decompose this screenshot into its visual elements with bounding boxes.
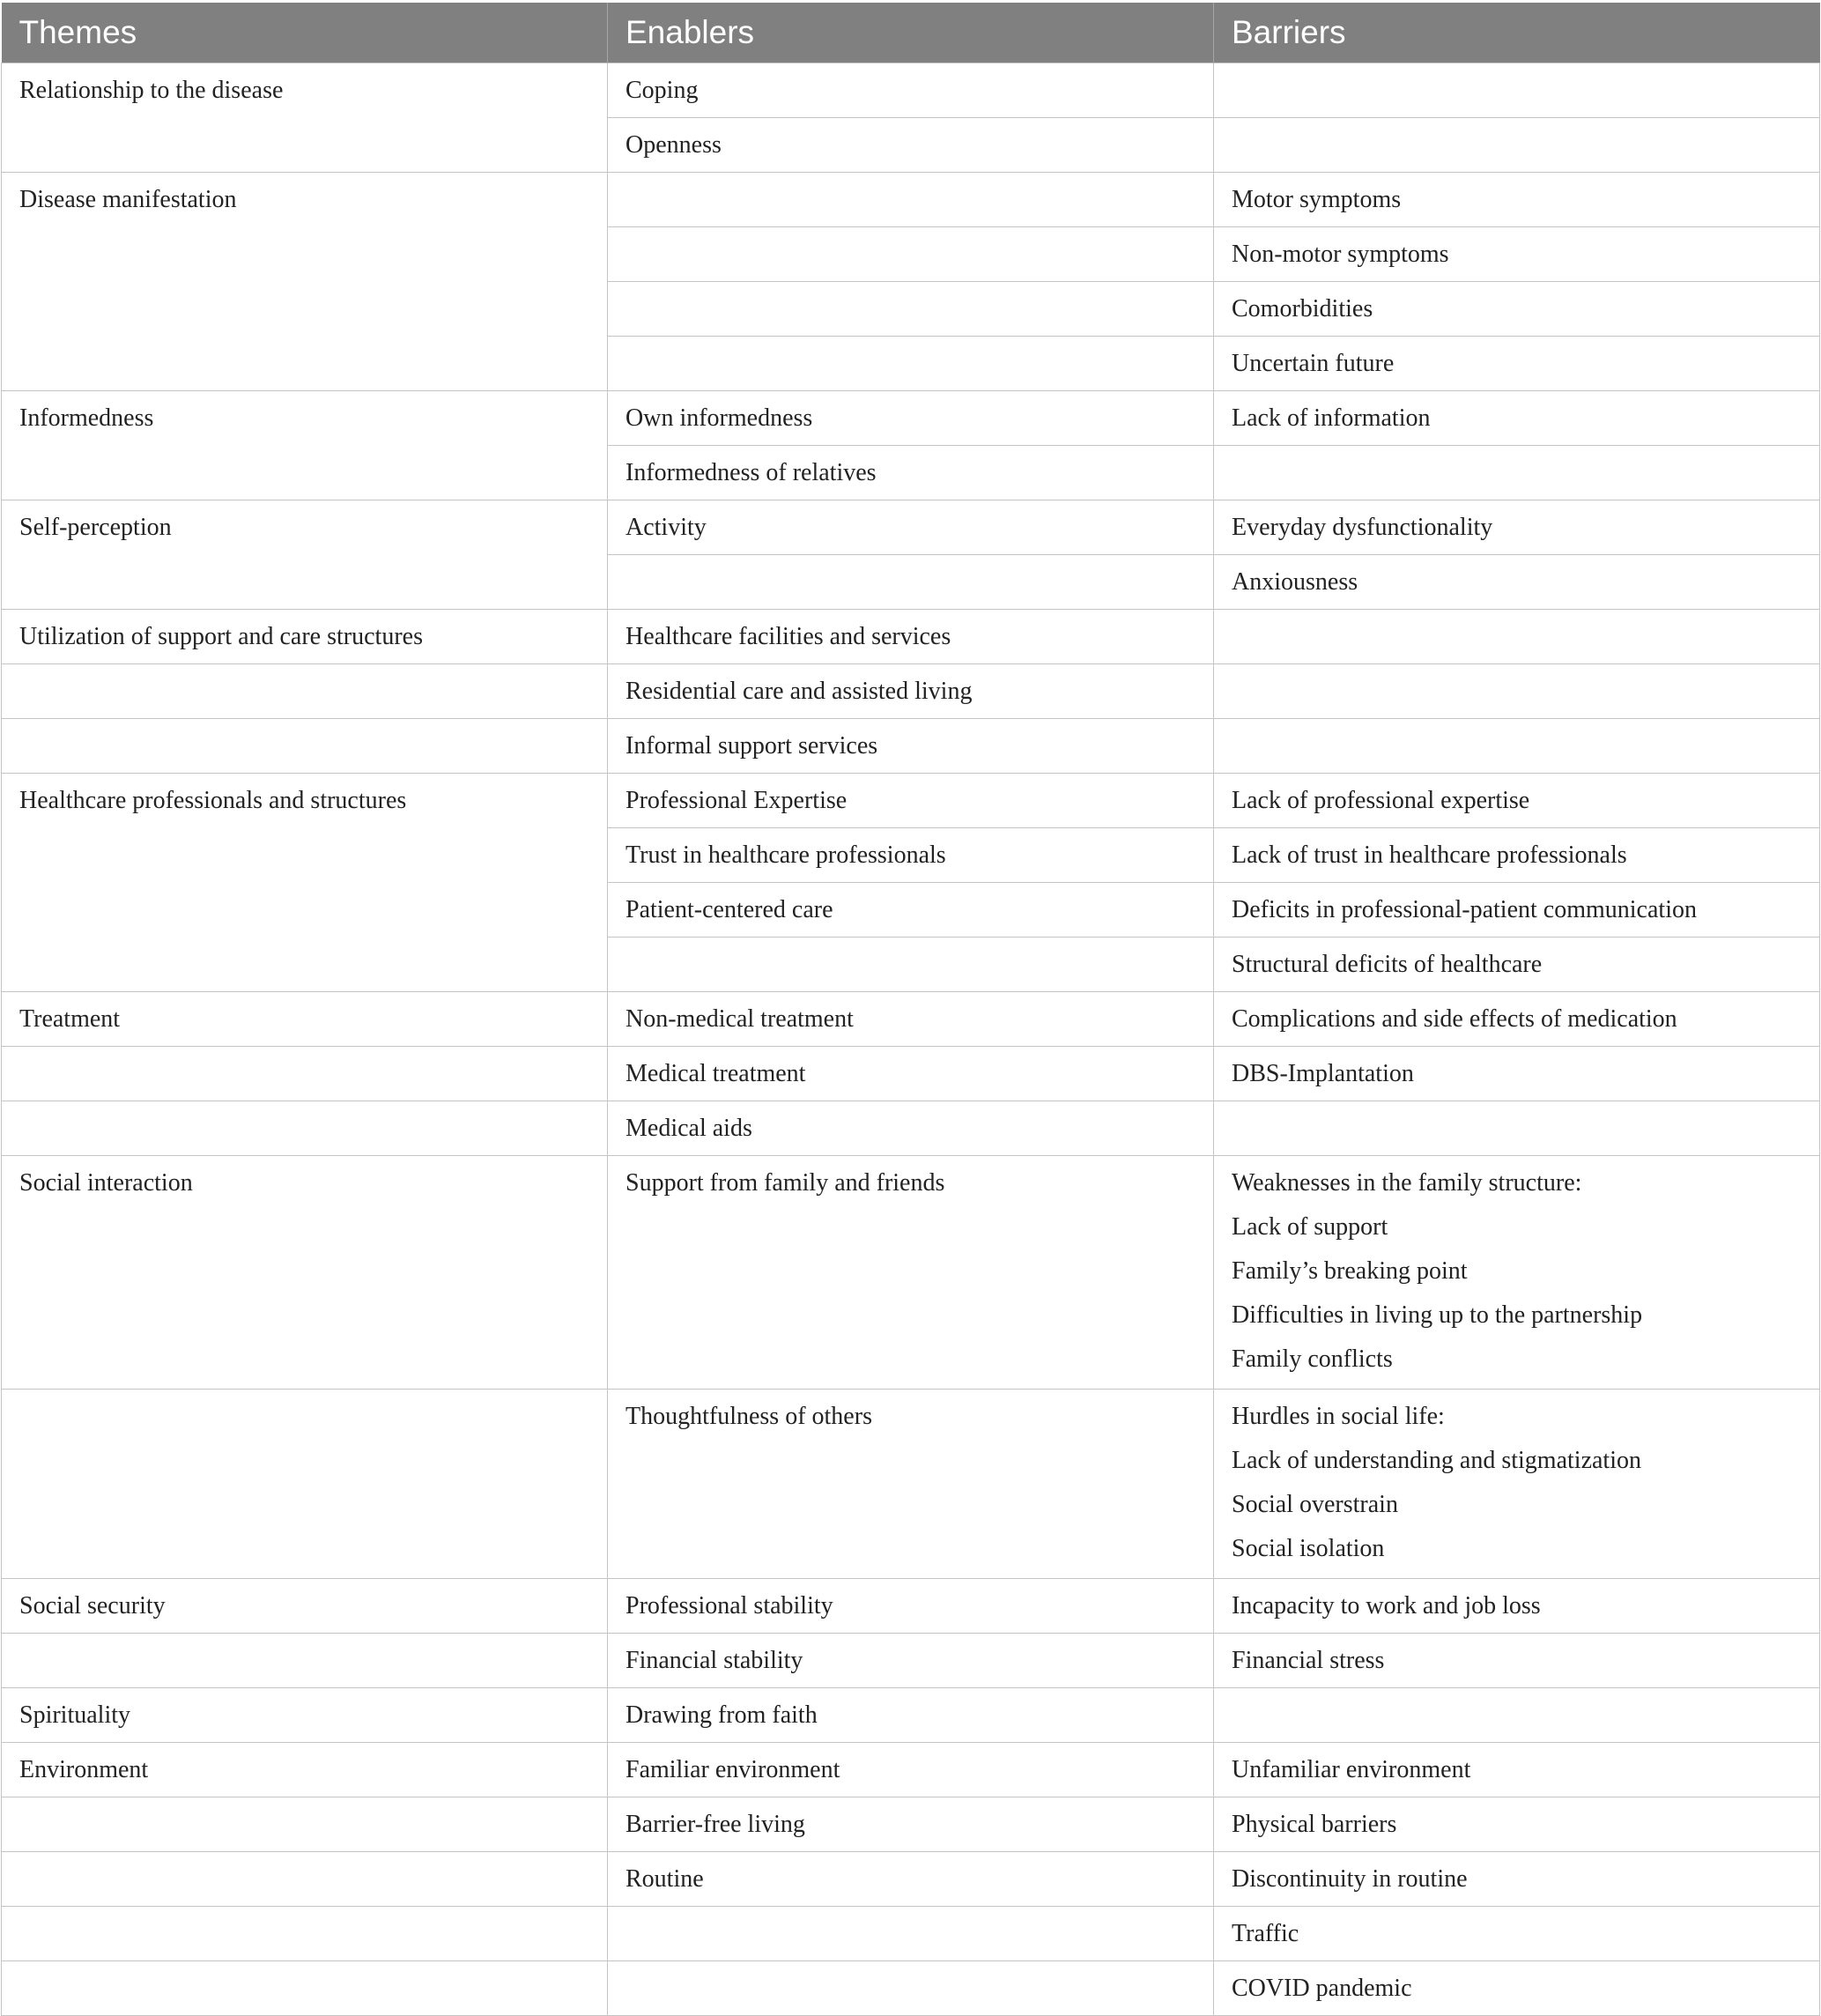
enabler-cell: Own informedness xyxy=(608,391,1214,446)
barrier-cell xyxy=(1214,1390,1820,1579)
barrier-cell: Non-motor symptoms xyxy=(1214,227,1820,282)
theme-cell xyxy=(2,1797,608,1852)
header-enablers: Enablers xyxy=(608,3,1214,63)
table-row xyxy=(2,719,1820,774)
barrier-cell xyxy=(1214,1156,1820,1390)
table-row xyxy=(2,1961,1820,2016)
enabler-cell: Medical aids xyxy=(608,1101,1214,1156)
theme-cell xyxy=(2,719,608,774)
theme-cell: Treatment xyxy=(2,992,608,1047)
enabler-cell xyxy=(608,555,1214,610)
barrier-cell: Unfamiliar environment xyxy=(1214,1743,1820,1797)
barrier-cell: Anxiousness xyxy=(1214,555,1820,610)
table-row xyxy=(2,1797,1820,1852)
barrier-cell: Physical barriers xyxy=(1214,1797,1820,1852)
barrier-cell xyxy=(1214,664,1820,719)
barrier-cell: Traffic xyxy=(1214,1907,1820,1961)
enabler-cell xyxy=(608,938,1214,992)
enabler-cell xyxy=(608,173,1214,227)
enabler-cell: Routine xyxy=(608,1852,1214,1907)
barrier-cell: Deficits in professional-patient communication xyxy=(1214,883,1820,938)
table-row xyxy=(2,1047,1820,1101)
table-row xyxy=(2,1101,1820,1156)
barrier-line: Difficulties in living up to the partnership xyxy=(1232,1301,1643,1329)
barrier-cell xyxy=(1214,719,1820,774)
table-row xyxy=(2,1390,1820,1579)
table-row xyxy=(2,664,1820,719)
table-row xyxy=(2,610,1820,664)
barrier-cell xyxy=(1214,1688,1820,1743)
table-header-row xyxy=(2,3,1820,63)
enabler-cell xyxy=(608,1961,1214,2016)
enabler-cell: Familiar environment xyxy=(608,1743,1214,1797)
table-row xyxy=(2,63,1820,118)
enabler-cell: Coping xyxy=(608,63,1214,118)
header-themes: Themes xyxy=(2,3,608,63)
enabler-cell: Support from family and friends xyxy=(608,1156,1214,1390)
theme-cell: Social security xyxy=(2,1579,608,1634)
barrier-cell xyxy=(1214,118,1820,173)
enabler-cell: Patient-centered care xyxy=(608,883,1214,938)
barrier-cell: DBS-Implantation xyxy=(1214,1047,1820,1101)
table-row xyxy=(2,1743,1820,1797)
barrier-line: Social overstrain xyxy=(1232,1491,1398,1518)
enabler-cell: Residential care and assisted living xyxy=(608,664,1214,719)
barrier-cell xyxy=(1214,610,1820,664)
barrier-cell xyxy=(1214,63,1820,118)
theme-cell: Healthcare professionals and structures xyxy=(2,774,608,992)
table-row xyxy=(2,1907,1820,1961)
theme-cell xyxy=(2,1390,608,1579)
barrier-cell: Discontinuity in routine xyxy=(1214,1852,1820,1907)
barrier-cell: Lack of professional expertise xyxy=(1214,774,1820,828)
themes-table xyxy=(1,3,1820,2016)
enabler-cell: Non-medical treatment xyxy=(608,992,1214,1047)
enabler-cell: Professional Expertise xyxy=(608,774,1214,828)
table-row xyxy=(2,1156,1820,1390)
enabler-cell: Trust in healthcare professionals xyxy=(608,828,1214,883)
theme-cell: Social interaction xyxy=(2,1156,608,1390)
enabler-cell xyxy=(608,227,1214,282)
theme-cell xyxy=(2,1852,608,1907)
table-row xyxy=(2,1634,1820,1688)
table-row xyxy=(2,173,1820,227)
barrier-cell: Financial stress xyxy=(1214,1634,1820,1688)
theme-cell: Spirituality xyxy=(2,1688,608,1743)
theme-cell xyxy=(2,1634,608,1688)
enabler-cell: Thoughtfulness of others xyxy=(608,1390,1214,1579)
table-row xyxy=(2,1579,1820,1634)
enabler-cell xyxy=(608,282,1214,337)
table-row xyxy=(2,992,1820,1047)
header-barriers: Barriers xyxy=(1214,3,1820,63)
theme-cell: Environment xyxy=(2,1743,608,1797)
theme-cell xyxy=(2,1961,608,2016)
theme-cell: Informedness xyxy=(2,391,608,500)
theme-cell: Disease manifestation xyxy=(2,173,608,391)
table-row xyxy=(2,500,1820,555)
theme-cell: Self-perception xyxy=(2,500,608,610)
barrier-cell xyxy=(1214,1101,1820,1156)
enabler-cell: Openness xyxy=(608,118,1214,173)
barrier-cell: Structural deficits of healthcare xyxy=(1214,938,1820,992)
barrier-cell: Complications and side effects of medication xyxy=(1214,992,1820,1047)
barrier-cell: Uncertain future xyxy=(1214,337,1820,391)
enabler-cell: Medical treatment xyxy=(608,1047,1214,1101)
barrier-cell: COVID pandemic xyxy=(1214,1961,1820,2016)
enabler-cell: Drawing from faith xyxy=(608,1688,1214,1743)
theme-cell: Utilization of support and care structures xyxy=(2,610,608,664)
barrier-line: Social isolation xyxy=(1232,1535,1385,1562)
enabler-cell: Informal support services xyxy=(608,719,1214,774)
table-row xyxy=(2,774,1820,828)
barrier-line: Lack of understanding and stigmatization xyxy=(1232,1447,1641,1474)
enabler-cell: Informedness of relatives xyxy=(608,446,1214,500)
enabler-cell: Barrier-free living xyxy=(608,1797,1214,1852)
barrier-line: Hurdles in social life: xyxy=(1232,1403,1445,1430)
barrier-line: Weaknesses in the family structure: xyxy=(1232,1169,1582,1197)
barrier-cell: Motor symptoms xyxy=(1214,173,1820,227)
theme-cell: Relationship to the disease xyxy=(2,63,608,173)
barrier-line: Family conflicts xyxy=(1232,1345,1393,1373)
barrier-cell xyxy=(1214,446,1820,500)
barrier-line: Family’s breaking point xyxy=(1232,1257,1468,1285)
theme-cell xyxy=(2,1101,608,1156)
table-body xyxy=(2,63,1820,2016)
enabler-cell: Financial stability xyxy=(608,1634,1214,1688)
table-row xyxy=(2,1852,1820,1907)
table-row xyxy=(2,1688,1820,1743)
enabler-cell xyxy=(608,1907,1214,1961)
barrier-cell: Incapacity to work and job loss xyxy=(1214,1579,1820,1634)
barrier-cell: Comorbidities xyxy=(1214,282,1820,337)
enabler-cell xyxy=(608,337,1214,391)
theme-cell xyxy=(2,1047,608,1101)
enabler-cell: Healthcare facilities and services xyxy=(608,610,1214,664)
theme-cell xyxy=(2,664,608,719)
barrier-cell: Lack of information xyxy=(1214,391,1820,446)
barrier-cell: Lack of trust in healthcare professionals xyxy=(1214,828,1820,883)
enabler-cell: Professional stability xyxy=(608,1579,1214,1634)
barrier-line: Lack of support xyxy=(1232,1213,1388,1241)
table-row xyxy=(2,391,1820,446)
theme-cell xyxy=(2,1907,608,1961)
enabler-cell: Activity xyxy=(608,500,1214,555)
barrier-cell: Everyday dysfunctionality xyxy=(1214,500,1820,555)
